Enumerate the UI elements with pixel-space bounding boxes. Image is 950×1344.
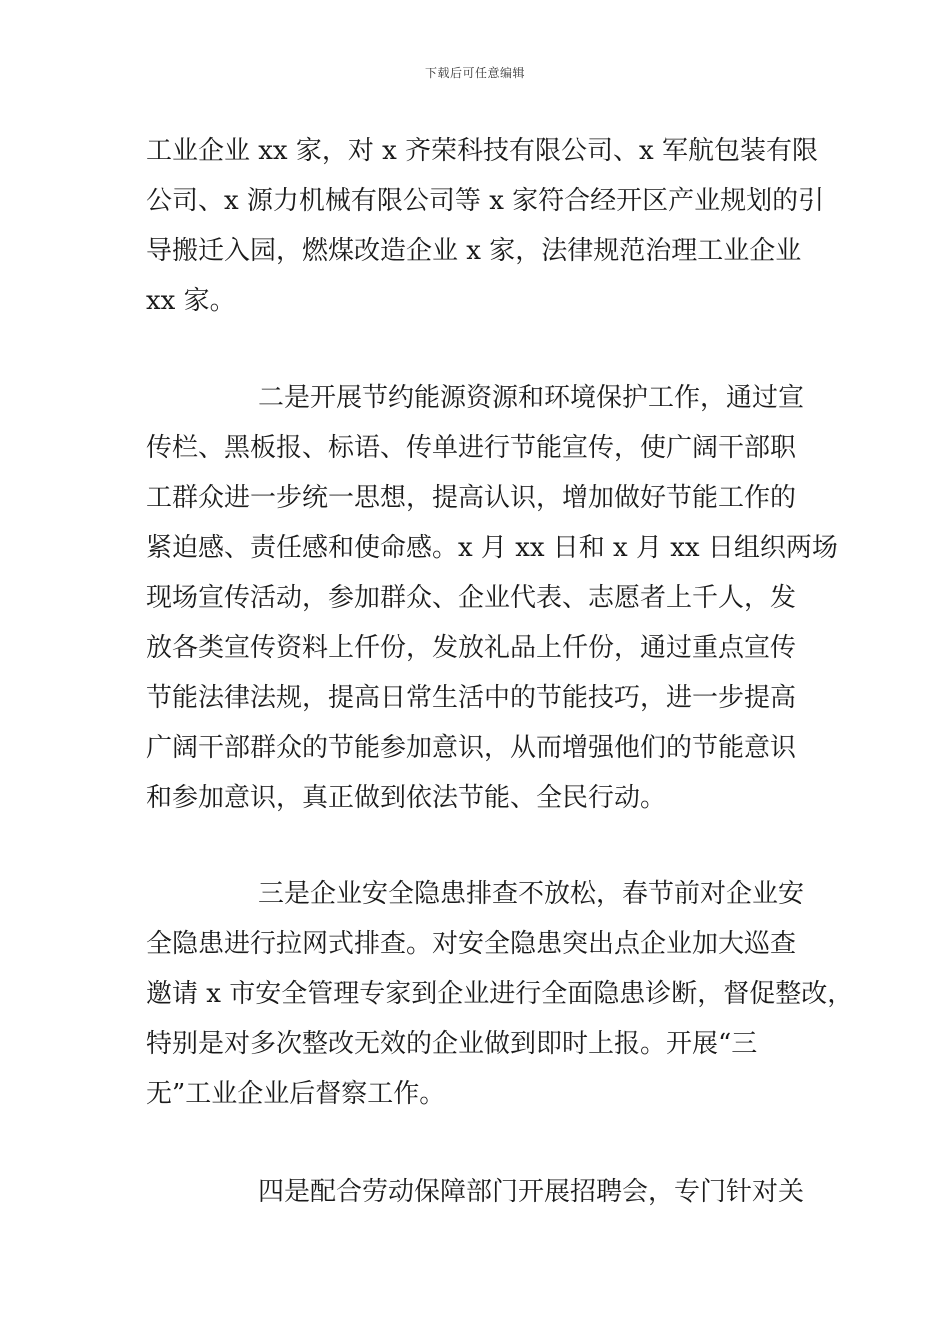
text-line: 工业企业 xx 家，对 x 齐荣科技有限公司、x 军航包装有限 xyxy=(146,136,818,166)
text-line: 二是开展节约能源资源和环境保护工作，通过宣 xyxy=(258,383,805,413)
paragraph-2 xyxy=(146,373,838,823)
text-line: 工群众进一步统一思想，提高认识，增加做好节能工作的 xyxy=(146,483,797,513)
text-line: 四是配合劳动保障部门开展招聘会，专门针对关 xyxy=(258,1177,805,1207)
paragraph-3 xyxy=(146,869,854,1119)
text-line: 传栏、黑板报、标语、传单进行节能宣传，使广阔干部职 xyxy=(146,433,797,463)
text-line: 紧迫感、责任感和使命感。x 月 xx 日和 x 月 xx 日组织两场 xyxy=(146,533,838,563)
paragraph-4 xyxy=(146,1167,808,1217)
text-line: 无”工业企业后督察工作。 xyxy=(146,1079,446,1109)
text-line: 三是企业安全隐患排查不放松，春节前对企业安 xyxy=(258,879,805,909)
text-line: 邀请 x 市安全管理专家到企业进行全面隐患诊断，督促整改， xyxy=(146,979,854,1009)
text-line: 公司、x 源力机械有限公司等 x 家符合经开区产业规划的引 xyxy=(146,186,825,216)
text-line: 放各类宣传资料上仟份，发放礼品上仟份，通过重点宣传 xyxy=(146,633,797,663)
text-line: 广阔干部群众的节能参加意识，从而增强他们的节能意识 xyxy=(146,733,797,763)
text-line: 节能法律法规，提高日常生活中的节能技巧，进一步提高 xyxy=(146,683,797,713)
text-line: 全隐患进行拉网式排查。对安全隐患突出点企业加大巡查 xyxy=(146,929,797,959)
text-line: xx 家。 xyxy=(146,286,236,316)
text-line: 导搬迁入园，燃煤改造企业 x 家，法律规范治理工业企业 xyxy=(146,236,802,266)
text-line: 现场宣传活动，参加群众、企业代表、志愿者上千人，发 xyxy=(146,583,797,613)
text-line: 特别是对多次整改无效的企业做到即时上报。开展“三 xyxy=(146,1029,758,1059)
paragraph-1 xyxy=(146,126,825,326)
page-header: 下载后可任意编辑 xyxy=(424,66,525,80)
text-line: 和参加意识，真正做到依法节能、全民行动。 xyxy=(146,783,667,813)
